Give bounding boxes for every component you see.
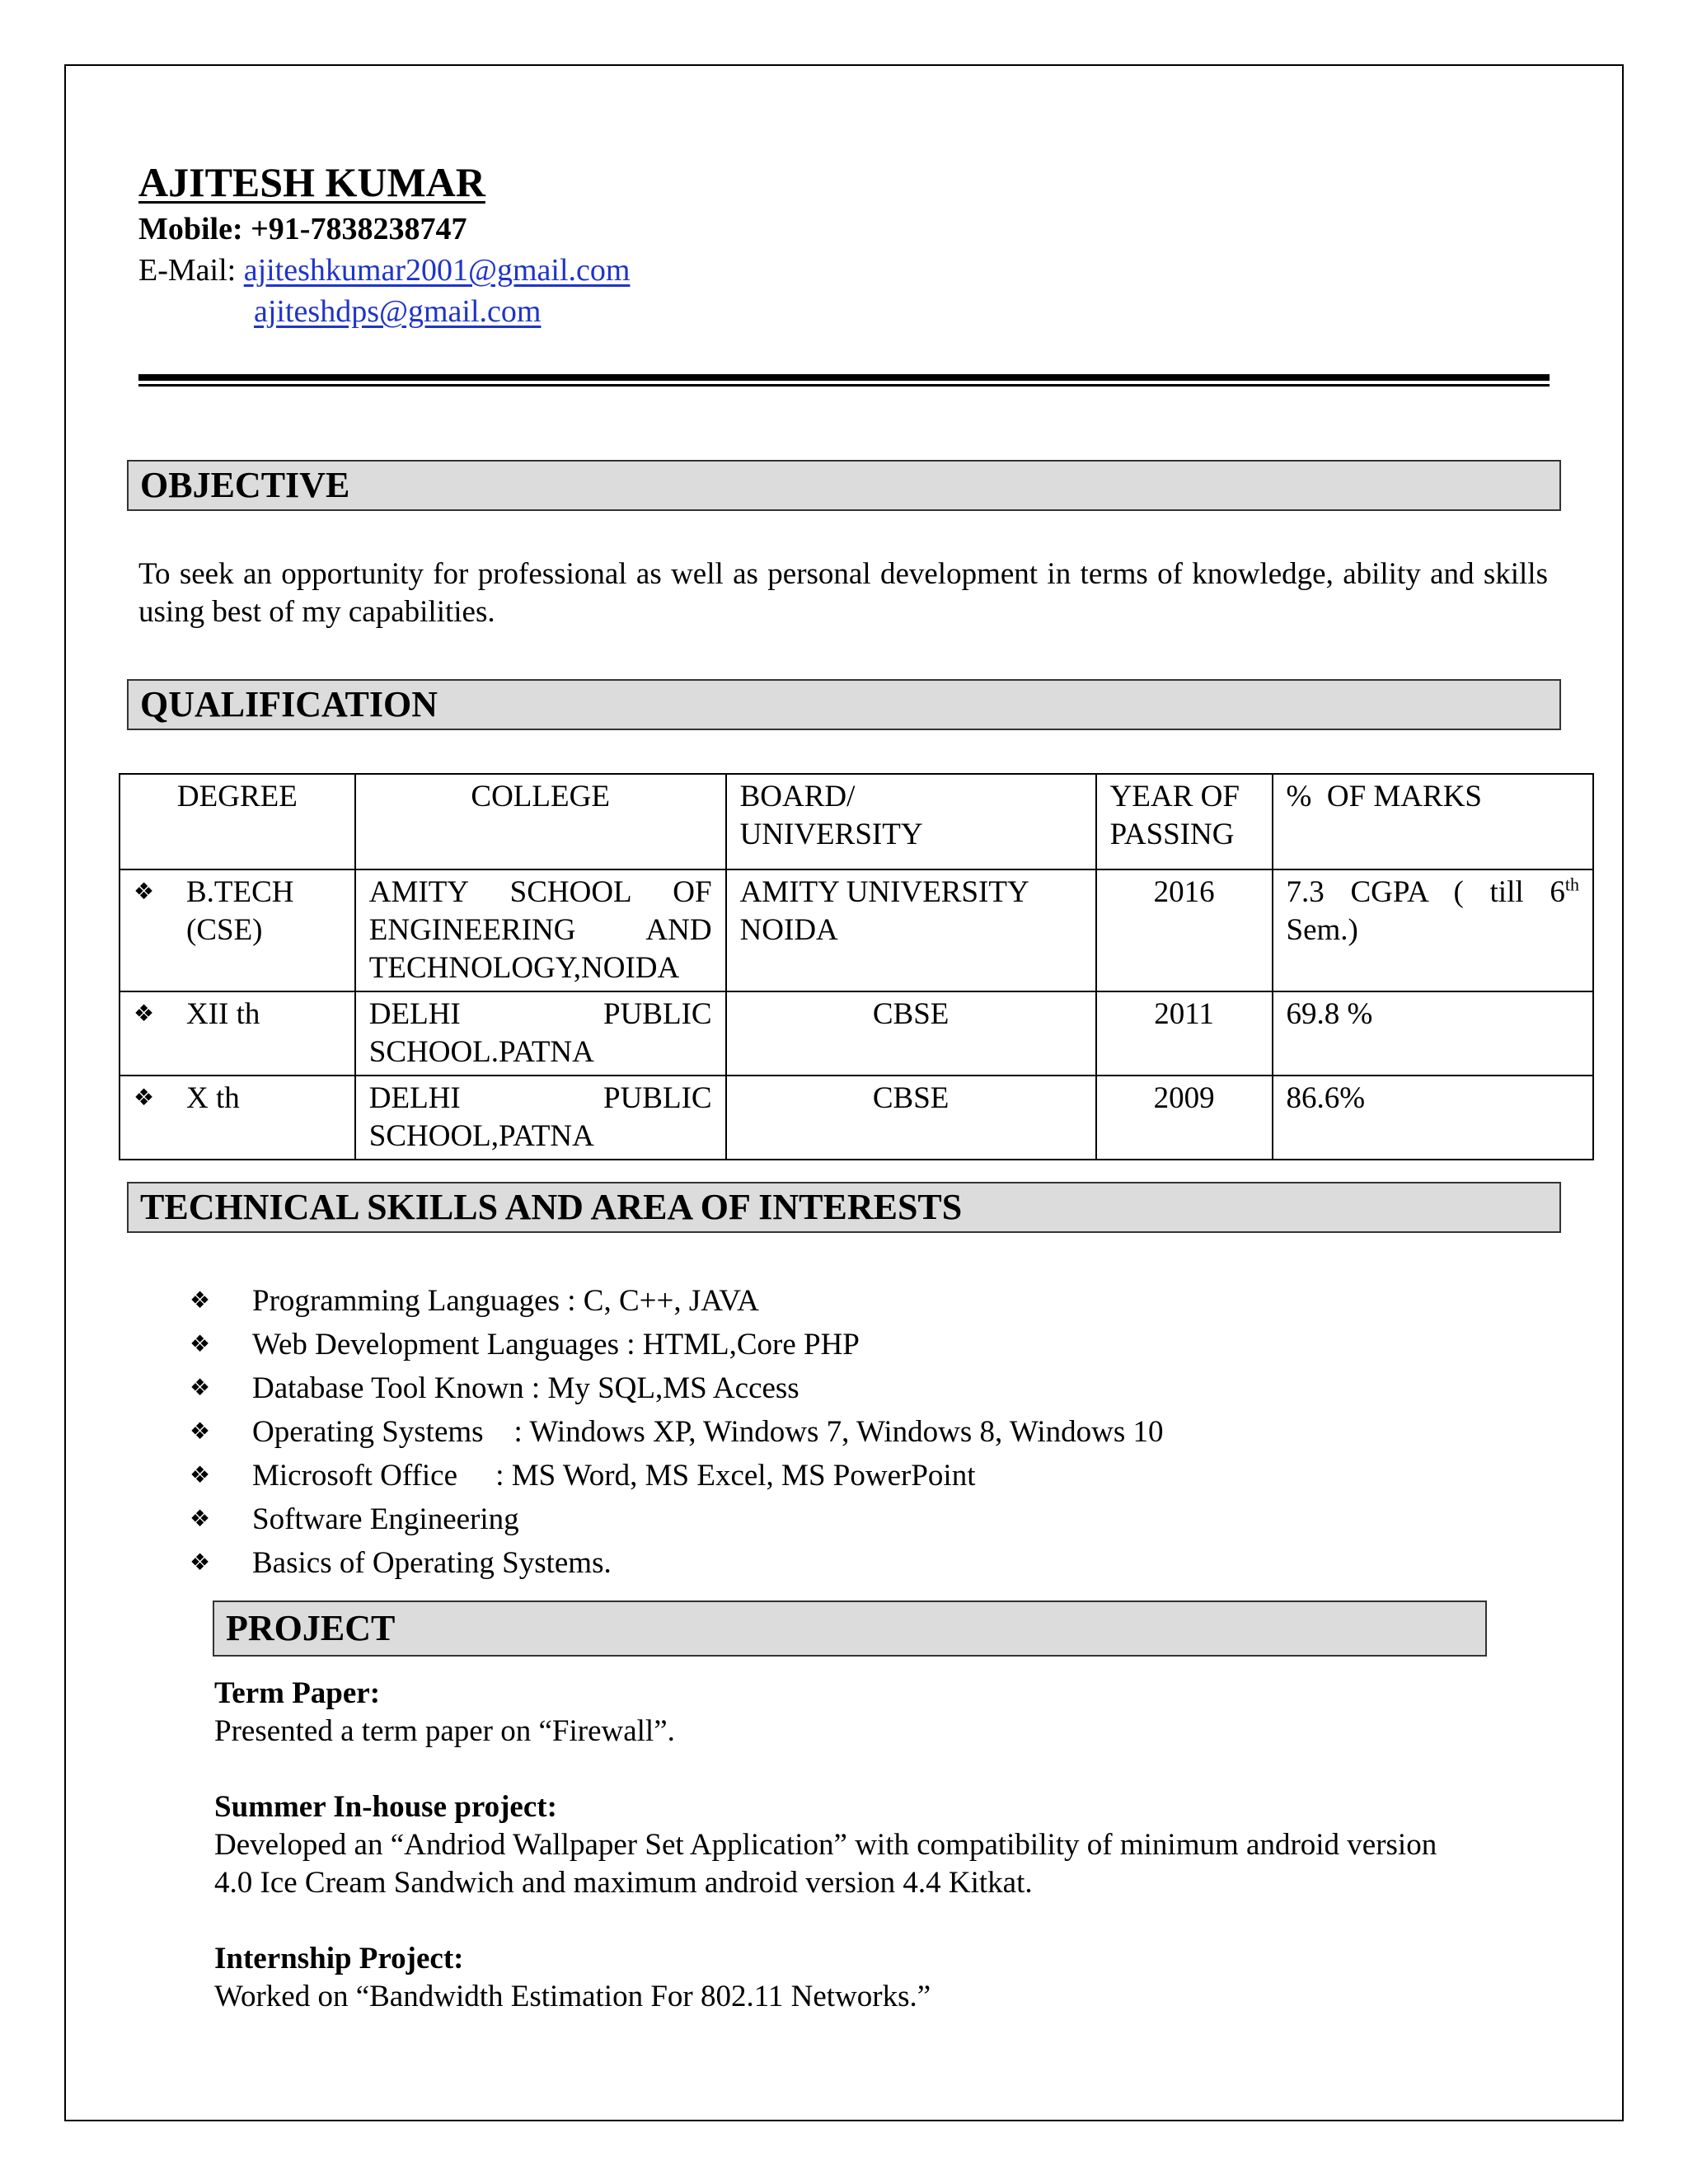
diamond-bullet-icon: ❖: [190, 1376, 211, 1401]
list-item: [190, 1279, 1163, 1323]
degree-cell: X th: [186, 1081, 240, 1115]
summer-project-title: Summer In-house project:: [214, 1790, 557, 1824]
marks-value: 7.3 CGPA ( till 6: [1286, 875, 1565, 909]
marks-tail: Sem.): [1286, 913, 1358, 947]
diamond-bullet-icon: ❖: [190, 1419, 211, 1445]
diamond-bullet-icon: ❖: [190, 1463, 211, 1488]
list-item: [190, 1410, 1163, 1454]
skill-label: Software Engineering: [252, 1502, 519, 1536]
year-cell: 2011: [1096, 991, 1273, 1076]
qualification-table: [119, 773, 1594, 1160]
qualification-heading: QUALIFICATION: [127, 679, 1561, 730]
college-cell: AMITY SCHOOL OF ENGINEERING AND TECHNOLOGY,NOIDA: [355, 869, 726, 991]
year-cell: 2009: [1096, 1076, 1273, 1160]
term-paper-text: Presented a term paper on “Firewall”.: [214, 1714, 675, 1748]
board-cell: CBSE: [726, 991, 1096, 1076]
column-header-college: COLLEGE: [355, 774, 726, 869]
diamond-bullet-icon: ❖: [190, 1288, 211, 1314]
mobile-number: Mobile: +91-7838238747: [138, 212, 467, 246]
summer-project-block: [214, 1788, 1500, 1902]
skill-label: Programming Languages : C, C++, JAVA: [252, 1284, 759, 1318]
table-row: [120, 991, 1593, 1076]
list-item: [190, 1366, 1163, 1410]
skill-label: Basics of Operating Systems.: [252, 1546, 612, 1580]
college-cell: DELHI PUBLIC SCHOOL.PATNA: [355, 991, 726, 1076]
internship-project-title: Internship Project:: [214, 1942, 464, 1975]
board-cell: AMITY UNIVERSITY NOIDA: [726, 869, 1096, 991]
column-header-year: YEAR OF PASSING: [1096, 774, 1273, 869]
diamond-bullet-icon: ❖: [134, 1085, 155, 1111]
board-cell: CBSE: [726, 1076, 1096, 1160]
summer-project-text: Developed an “Andriod Wallpaper Set Application” with compatibility of minimum android version 4.0 Ice Cream Sandwich and maximum android version 4.4 Kitkat.: [214, 1828, 1437, 1900]
email-secondary-link[interactable]: ajiteshdps@gmail.com: [254, 294, 542, 329]
internship-project-block: [214, 1940, 1500, 2016]
list-item: [190, 1541, 1163, 1585]
diamond-bullet-icon: ❖: [190, 1332, 211, 1357]
college-cell: DELHI PUBLIC SCHOOL,PATNA: [355, 1076, 726, 1160]
list-item: [190, 1323, 1163, 1366]
email-row: [138, 252, 630, 288]
term-paper-title: Term Paper:: [214, 1676, 381, 1710]
table-row: [120, 1076, 1593, 1160]
skill-label: Web Development Languages : HTML,Core PHP: [252, 1328, 860, 1361]
degree-cell: B.TECH (CSE): [186, 875, 294, 947]
degree-cell: XII th: [186, 997, 260, 1031]
email-primary-link[interactable]: ajiteshkumar2001@gmail.com: [243, 253, 631, 288]
table-row: [120, 869, 1593, 991]
objective-heading: OBJECTIVE: [127, 460, 1561, 511]
diamond-bullet-icon: ❖: [190, 1550, 211, 1576]
marks-cell: 69.8 %: [1273, 991, 1593, 1076]
column-header-degree: DEGREE: [120, 774, 355, 869]
marks-cell: 86.6%: [1273, 1076, 1593, 1160]
header-divider: [138, 374, 1550, 381]
email-label: E-Mail:: [138, 253, 244, 288]
header-divider-thin: [138, 384, 1550, 387]
skill-label: Microsoft Office : MS Word, MS Excel, MS PowerPoint: [252, 1459, 976, 1493]
skills-list: [190, 1279, 1163, 1585]
term-paper-block: [214, 1675, 1500, 1750]
project-heading: PROJECT: [213, 1601, 1487, 1657]
skill-label: Database Tool Known : My SQL,MS Access: [252, 1371, 799, 1405]
candidate-name: AJITESH KUMAR: [138, 159, 485, 205]
diamond-bullet-icon: ❖: [134, 1001, 155, 1027]
column-header-marks: % OF MARKS: [1273, 774, 1593, 869]
list-item: [190, 1497, 1163, 1541]
objective-text: To seek an opportunity for professional as well as personal development in terms of knowledge, ability and skills using best of my capabilities.: [138, 557, 1548, 629]
marks-superscript: th: [1564, 874, 1579, 895]
table-header-row: [120, 774, 1593, 869]
diamond-bullet-icon: ❖: [190, 1507, 211, 1532]
internship-project-text: Worked on “Bandwidth Estimation For 802.11 Networks.”: [214, 1980, 931, 2013]
diamond-bullet-icon: ❖: [134, 879, 155, 905]
column-header-board: BOARD/ UNIVERSITY: [726, 774, 1096, 869]
year-cell: 2016: [1096, 869, 1273, 991]
marks-cell: [1273, 869, 1593, 991]
list-item: [190, 1454, 1163, 1497]
skills-heading: TECHNICAL SKILLS AND AREA OF INTERESTS: [127, 1182, 1561, 1233]
skill-label: Operating Systems : Windows XP, Windows 7, Windows 8, Windows 10: [252, 1415, 1164, 1449]
